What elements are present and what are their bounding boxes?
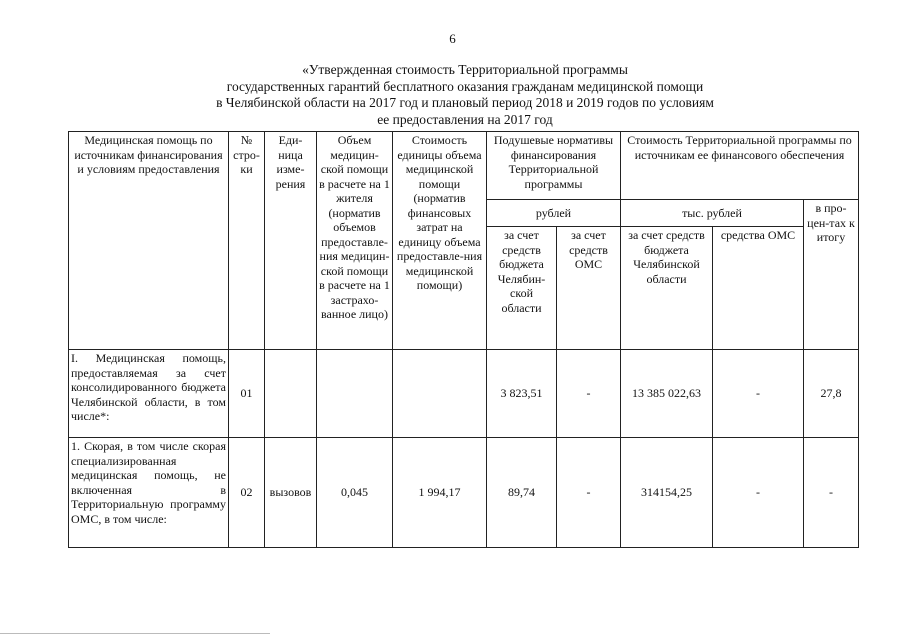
row-cost-oms: - bbox=[713, 350, 804, 438]
row-percent: - bbox=[804, 438, 859, 548]
header-oms-thousand: средства ОМС bbox=[713, 227, 804, 350]
title-line-3: в Челябинской области на 2017 год и плановый период 2018 и 2019 годов по условиям bbox=[216, 95, 714, 110]
row-cost-oms: - bbox=[713, 438, 804, 548]
header-budget-rub: за счет средств бюджета Челябин-ской области bbox=[487, 227, 557, 350]
header-budget-thousand: за счет средств бюджета Челябинской области bbox=[621, 227, 713, 350]
table-row bbox=[69, 438, 859, 548]
header-percent-of-total: в про-цен-тах к итогу bbox=[804, 200, 859, 350]
row-per-capita-budget: 3 823,51 bbox=[487, 350, 557, 438]
title-line-2: государственных гарантий бесплатного оказания гражданам медицинской помощи bbox=[226, 78, 704, 94]
row-unit: вызовов bbox=[265, 438, 317, 548]
row-unit bbox=[265, 350, 317, 438]
row-unit-cost bbox=[393, 350, 487, 438]
row-cost-budget: 13 385 022,63 bbox=[621, 350, 713, 438]
header-thousand-rubles: тыс. рублей bbox=[621, 200, 804, 227]
header-line-number: № стро-ки bbox=[229, 132, 265, 350]
row-per-capita-oms: - bbox=[557, 438, 621, 548]
header-unit-cost: Стоимость единицы объема медицинской помощи (норматив финансовых затрат на единицу объема предоставле-ния медицинской помощи) bbox=[393, 132, 487, 350]
header-rubles: рублей bbox=[487, 200, 621, 227]
document-title bbox=[120, 62, 810, 128]
row-per-capita-budget: 89,74 bbox=[487, 438, 557, 548]
row-volume bbox=[317, 350, 393, 438]
row-name: 1. Скорая, в том числе скорая специализированная медицинская помощь, не включенная в Территориальную программу ОМС, в том числе: bbox=[69, 438, 229, 548]
header-medical-care: Медицинская помощь по источникам финансирования и условиям предоставления bbox=[69, 132, 229, 350]
title-line-4: ее предоставления на 2017 год bbox=[377, 111, 553, 127]
header-oms-rub: за счет средств ОМС bbox=[557, 227, 621, 350]
row-unit-cost: 1 994,17 bbox=[393, 438, 487, 548]
scan-edge-line bbox=[0, 633, 270, 634]
header-volume: Объем медицин-ской помощи в расчете на 1 жителя (норматив объемов предоставле-ния медицин-ской помощи в расчете на 1 застрахо-ванное лицо) bbox=[317, 132, 393, 350]
header-program-cost: Стоимость Территориальной программы по источникам ее финансового обеспечения bbox=[621, 132, 859, 200]
table-row bbox=[69, 350, 859, 438]
row-line-number: 01 bbox=[229, 350, 265, 438]
row-line-number: 02 bbox=[229, 438, 265, 548]
cost-table bbox=[68, 131, 859, 548]
row-percent: 27,8 bbox=[804, 350, 859, 438]
header-unit: Еди-ница изме-рения bbox=[265, 132, 317, 350]
page-number: 6 bbox=[449, 31, 456, 46]
title-line-1: «Утвержденная стоимость Территориальной программы bbox=[302, 62, 628, 77]
row-name: I. Медицинская помощь, предоставляемая за счет консолидированного бюджета Челябинской области, в том числе*: bbox=[69, 350, 229, 438]
row-per-capita-oms: - bbox=[557, 350, 621, 438]
row-cost-budget: 314154,25 bbox=[621, 438, 713, 548]
header-per-capita-normatives: Подушевые нормативы финансирования Территориальной программы bbox=[487, 132, 621, 200]
row-volume: 0,045 bbox=[317, 438, 393, 548]
